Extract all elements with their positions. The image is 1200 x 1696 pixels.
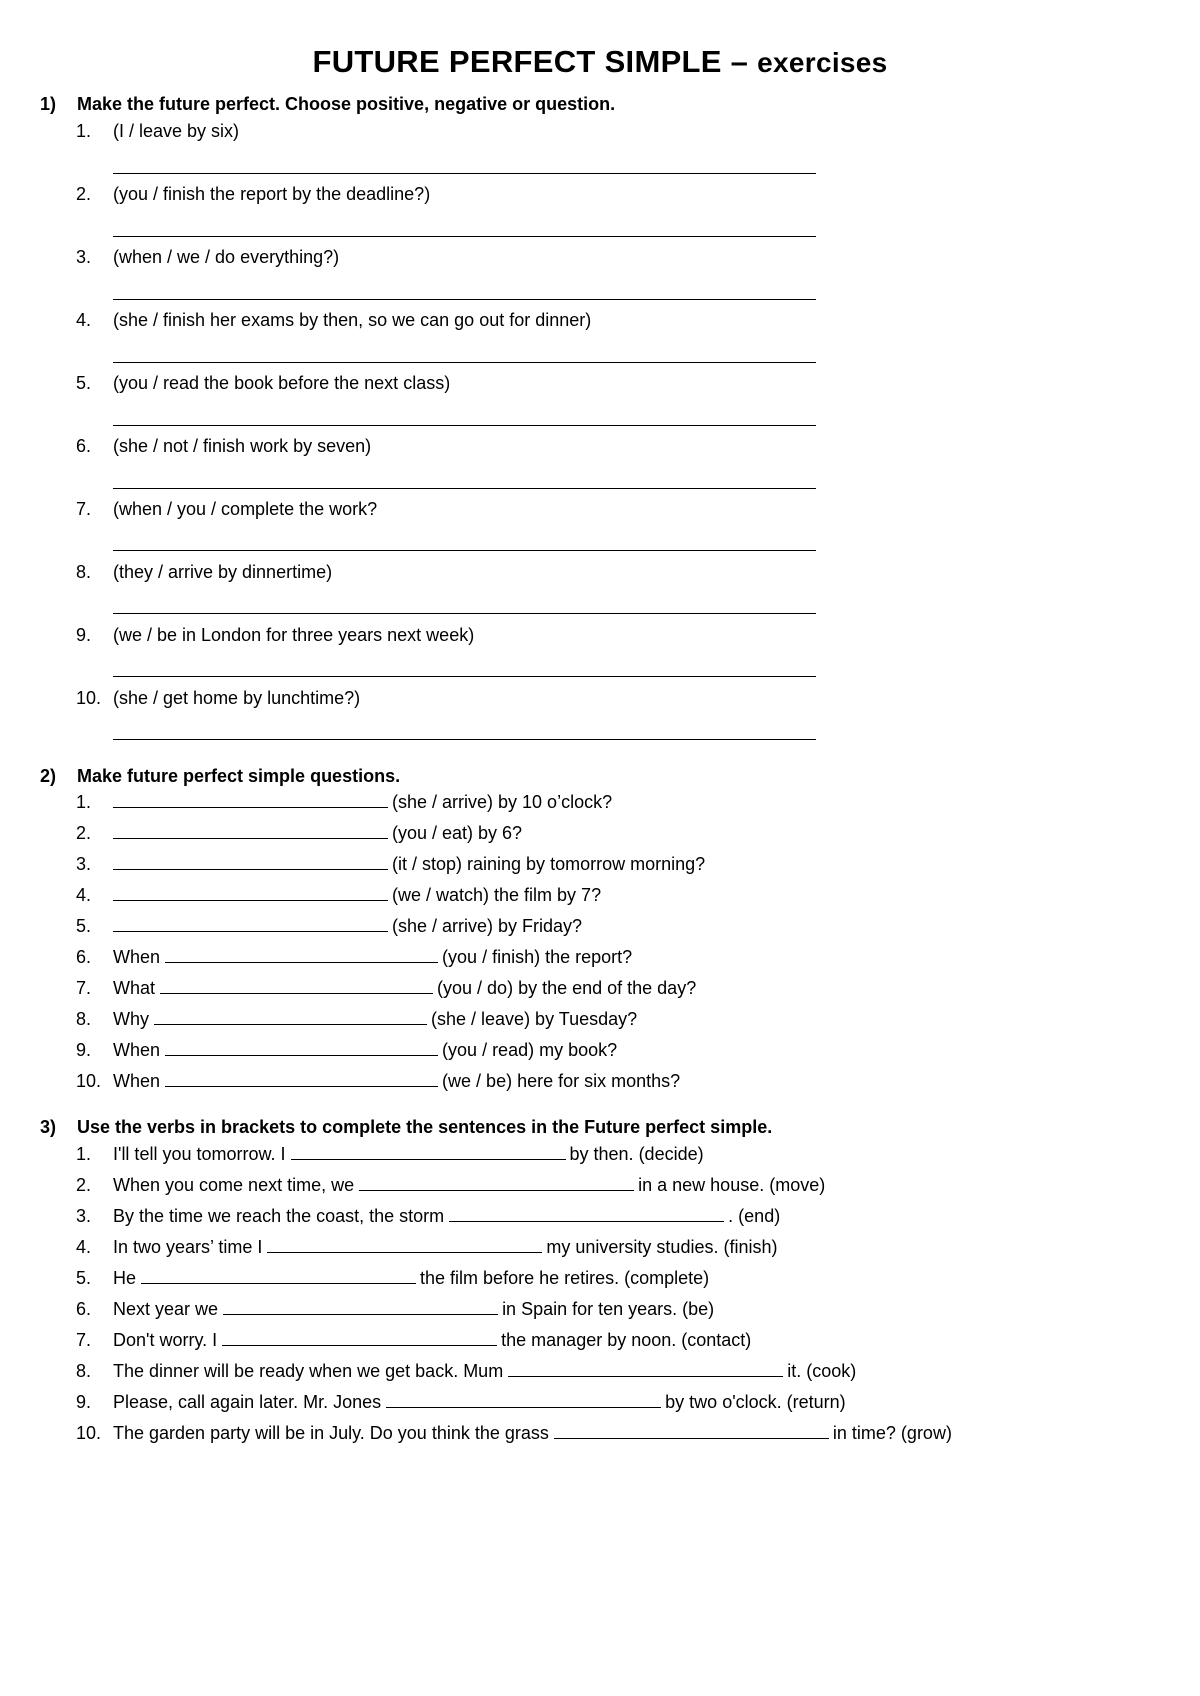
answer-blank[interactable] [154,1009,427,1025]
list-item: 6. Next year we in Spain for ten years. (be) [76,1299,715,1319]
title-sub: exercises [757,47,888,78]
list-item: 7. What (you / do) by the end of the day? [76,978,697,998]
list-item: 2. (you / eat) by 6? [76,823,523,843]
answer-blank[interactable] [291,1144,566,1160]
answer-line[interactable] [113,488,816,489]
list-item: 4. (she / finish her exams by then, so we can go out for dinner) [76,310,592,330]
answer-blank[interactable] [165,1040,438,1056]
section-1-heading: 1) Make the future perfect. Choose positive, negative or question. [40,94,616,114]
answer-line[interactable] [113,299,816,300]
list-item: 10. (she / get home by lunchtime?) [76,688,361,708]
list-item: 6. (she / not / finish work by seven) [76,436,372,456]
list-item: 4. (we / watch) the film by 7? [76,885,602,905]
answer-blank[interactable] [165,947,438,963]
answer-line[interactable] [113,425,816,426]
answer-blank[interactable] [113,916,388,932]
list-item: 6. When (you / finish) the report? [76,947,633,967]
answer-blank[interactable] [222,1330,497,1346]
answer-blank[interactable] [223,1299,498,1315]
list-item: 7. Don't worry. I the manager by noon. (contact) [76,1330,752,1350]
list-item: 10. When (we / be) here for six months? [76,1071,681,1091]
answer-blank[interactable] [508,1361,783,1377]
answer-line[interactable] [113,173,816,174]
list-item: 9. Please, call again later. Mr. Jones by two o'clock. (return) [76,1392,846,1412]
list-item: 2. When you come next time, we in a new house. (move) [76,1175,826,1195]
list-item: 8. The dinner will be ready when we get back. Mum it. (cook) [76,1361,857,1381]
answer-blank[interactable] [449,1206,724,1222]
answer-blank[interactable] [554,1423,829,1439]
answer-line[interactable] [113,362,816,363]
answer-blank[interactable] [113,854,388,870]
title-main: FUTURE PERFECT SIMPLE – [312,44,758,79]
list-item: 1. (I / leave by six) [76,121,240,141]
answer-blank[interactable] [160,978,433,994]
list-item: 1. I'll tell you tomorrow. I by then. (decide) [76,1144,704,1164]
answer-blank[interactable] [386,1392,661,1408]
section-3-heading: 3) Use the verbs in brackets to complete the sentences in the Future perfect simple. [40,1117,773,1137]
answer-blank[interactable] [267,1237,542,1253]
answer-line[interactable] [113,676,816,677]
page-title [0,44,1200,80]
list-item: 9. When (you / read) my book? [76,1040,618,1060]
list-item: 5. (she / arrive) by Friday? [76,916,583,936]
list-item: 4. In two years’ time I my university studies. (finish) [76,1237,778,1257]
answer-blank[interactable] [359,1175,634,1191]
list-item: 8. (they / arrive by dinnertime) [76,562,333,582]
list-item: 3. (it / stop) raining by tomorrow morning? [76,854,706,874]
list-item: 9. (we / be in London for three years next week) [76,625,475,645]
list-item: 8. Why (she / leave) by Tuesday? [76,1009,638,1029]
list-item: 2. (you / finish the report by the deadline?) [76,184,431,204]
answer-line[interactable] [113,236,816,237]
list-item: 5. He the film before he retires. (complete) [76,1268,710,1288]
list-item: 1. (she / arrive) by 10 o’clock? [76,792,613,812]
section-2-heading: 2) Make future perfect simple questions. [40,766,401,786]
answer-line[interactable] [113,550,816,551]
answer-blank[interactable] [165,1071,438,1087]
list-item: 5. (you / read the book before the next class) [76,373,451,393]
list-item: 3. By the time we reach the coast, the storm . (end) [76,1206,781,1226]
list-item: 3. (when / we / do everything?) [76,247,340,267]
answer-blank[interactable] [113,823,388,839]
answer-blank[interactable] [113,885,388,901]
list-item: 10. The garden party will be in July. Do you think the grass in time? (grow) [76,1423,952,1443]
answer-blank[interactable] [113,792,388,808]
answer-line[interactable] [113,613,816,614]
answer-line[interactable] [113,739,816,740]
list-item: 7. (when / you / complete the work? [76,499,378,519]
answer-blank[interactable] [141,1268,416,1284]
